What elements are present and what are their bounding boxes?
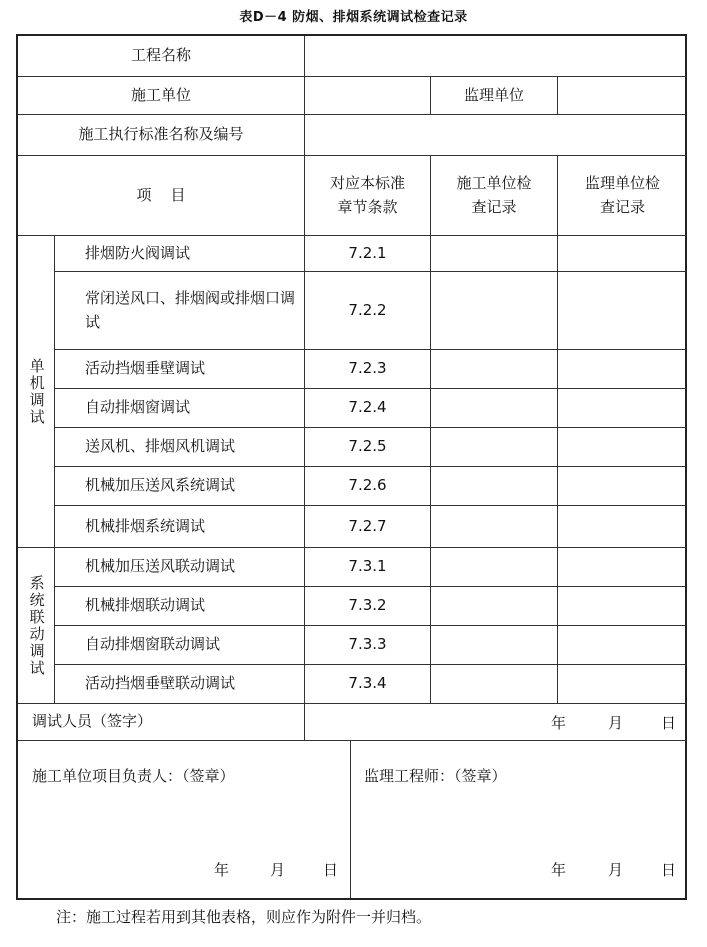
row-item-name: 活动挡烟垂壁联动调试 — [55, 665, 305, 704]
row-item-name: 机械加压送风联动调试 — [55, 548, 305, 587]
supervision-unit-label: 监理单位 — [431, 77, 558, 115]
row-construction-check[interactable] — [431, 626, 558, 665]
construction-lead-date-day: 日 — [323, 861, 339, 879]
row-clause: 7.2.4 — [305, 389, 431, 428]
project-name-label: 工程名称 — [18, 36, 305, 77]
tester-date-month: 月 — [608, 714, 624, 732]
row-item-name: 送风机、排烟风机调试 — [55, 428, 305, 467]
row-construction-check[interactable] — [431, 467, 558, 506]
row-clause: 7.2.6 — [305, 467, 431, 506]
supervision-engineer-date-month: 月 — [608, 861, 624, 879]
row-construction-check[interactable] — [431, 587, 558, 626]
row-supervision-check[interactable] — [558, 236, 687, 272]
standard-value[interactable] — [305, 115, 687, 156]
row-supervision-check[interactable] — [558, 350, 687, 389]
row-supervision-check[interactable] — [558, 506, 687, 548]
group-label-system-linkage: 系统联动调试 — [18, 548, 55, 704]
row-supervision-check[interactable] — [558, 665, 687, 704]
row-clause: 7.2.2 — [305, 272, 431, 350]
row-item-name: 机械排烟联动调试 — [55, 587, 305, 626]
row-item-name: 机械排烟系统调试 — [55, 506, 305, 548]
construction-lead-date-month: 月 — [270, 861, 286, 879]
supervision-check-column-header: 监理单位检查记录 — [558, 156, 687, 236]
supervision-unit-value[interactable] — [558, 77, 687, 115]
construction-lead-label: 施工单位项目负责人：（签章） — [32, 767, 235, 785]
group-label-single-unit: 单机调试 — [18, 236, 55, 548]
supervision-engineer-label: 监理工程师：（签章） — [364, 767, 507, 785]
clause-column-header: 对应本标准章节条款 — [305, 156, 431, 236]
row-item-name: 机械加压送风系统调试 — [55, 467, 305, 506]
row-construction-check[interactable] — [431, 548, 558, 587]
supervision-engineer-date-day: 日 — [661, 861, 677, 879]
tester-date-day: 日 — [661, 714, 677, 732]
inspection-form-table — [16, 34, 687, 900]
row-item-name: 自动排烟窗联动调试 — [55, 626, 305, 665]
row-supervision-check[interactable] — [558, 626, 687, 665]
row-item-name: 自动排烟窗调试 — [55, 389, 305, 428]
form-footnote: 注：施工过程若用到其他表格，则应作为附件一并归档。 — [56, 908, 432, 926]
construction-lead-signature-block[interactable] — [18, 741, 351, 898]
row-construction-check[interactable] — [431, 389, 558, 428]
row-clause: 7.2.3 — [305, 350, 431, 389]
row-clause: 7.3.4 — [305, 665, 431, 704]
row-clause: 7.2.1 — [305, 236, 431, 272]
row-supervision-check[interactable] — [558, 587, 687, 626]
construction-check-column-header: 施工单位检查记录 — [431, 156, 558, 236]
row-construction-check[interactable] — [431, 350, 558, 389]
row-item-name: 常闭送风口、排烟阀或排烟口调试 — [55, 272, 305, 350]
row-clause: 7.2.5 — [305, 428, 431, 467]
row-construction-check[interactable] — [431, 272, 558, 350]
row-clause: 7.3.2 — [305, 587, 431, 626]
project-name-value[interactable] — [305, 36, 687, 77]
row-item-name: 活动挡烟垂壁调试 — [55, 350, 305, 389]
row-supervision-check[interactable] — [558, 272, 687, 350]
row-construction-check[interactable] — [431, 428, 558, 467]
row-supervision-check[interactable] — [558, 428, 687, 467]
row-supervision-check[interactable] — [558, 467, 687, 506]
row-clause: 7.3.1 — [305, 548, 431, 587]
tester-date-year: 年 — [551, 714, 567, 732]
form-title: 表D－4 防烟、排烟系统调试检查记录 — [239, 10, 468, 25]
row-clause: 7.3.3 — [305, 626, 431, 665]
row-supervision-check[interactable] — [558, 389, 687, 428]
item-column-header: 项 目 — [18, 156, 305, 236]
row-item-name: 排烟防火阀调试 — [55, 236, 305, 272]
standard-label: 施工执行标准名称及编号 — [18, 115, 305, 156]
supervision-engineer-signature-block[interactable] — [351, 741, 687, 898]
tester-signature-label: 调试人员（签字） — [18, 704, 305, 741]
row-construction-check[interactable] — [431, 506, 558, 548]
row-construction-check[interactable] — [431, 665, 558, 704]
row-supervision-check[interactable] — [558, 548, 687, 587]
row-construction-check[interactable] — [431, 236, 558, 272]
construction-unit-value[interactable] — [305, 77, 431, 115]
construction-unit-label: 施工单位 — [18, 77, 305, 115]
construction-lead-date-year: 年 — [214, 861, 230, 879]
row-clause: 7.2.7 — [305, 506, 431, 548]
tester-signature-field[interactable] — [305, 704, 687, 741]
supervision-engineer-date-year: 年 — [551, 861, 567, 879]
